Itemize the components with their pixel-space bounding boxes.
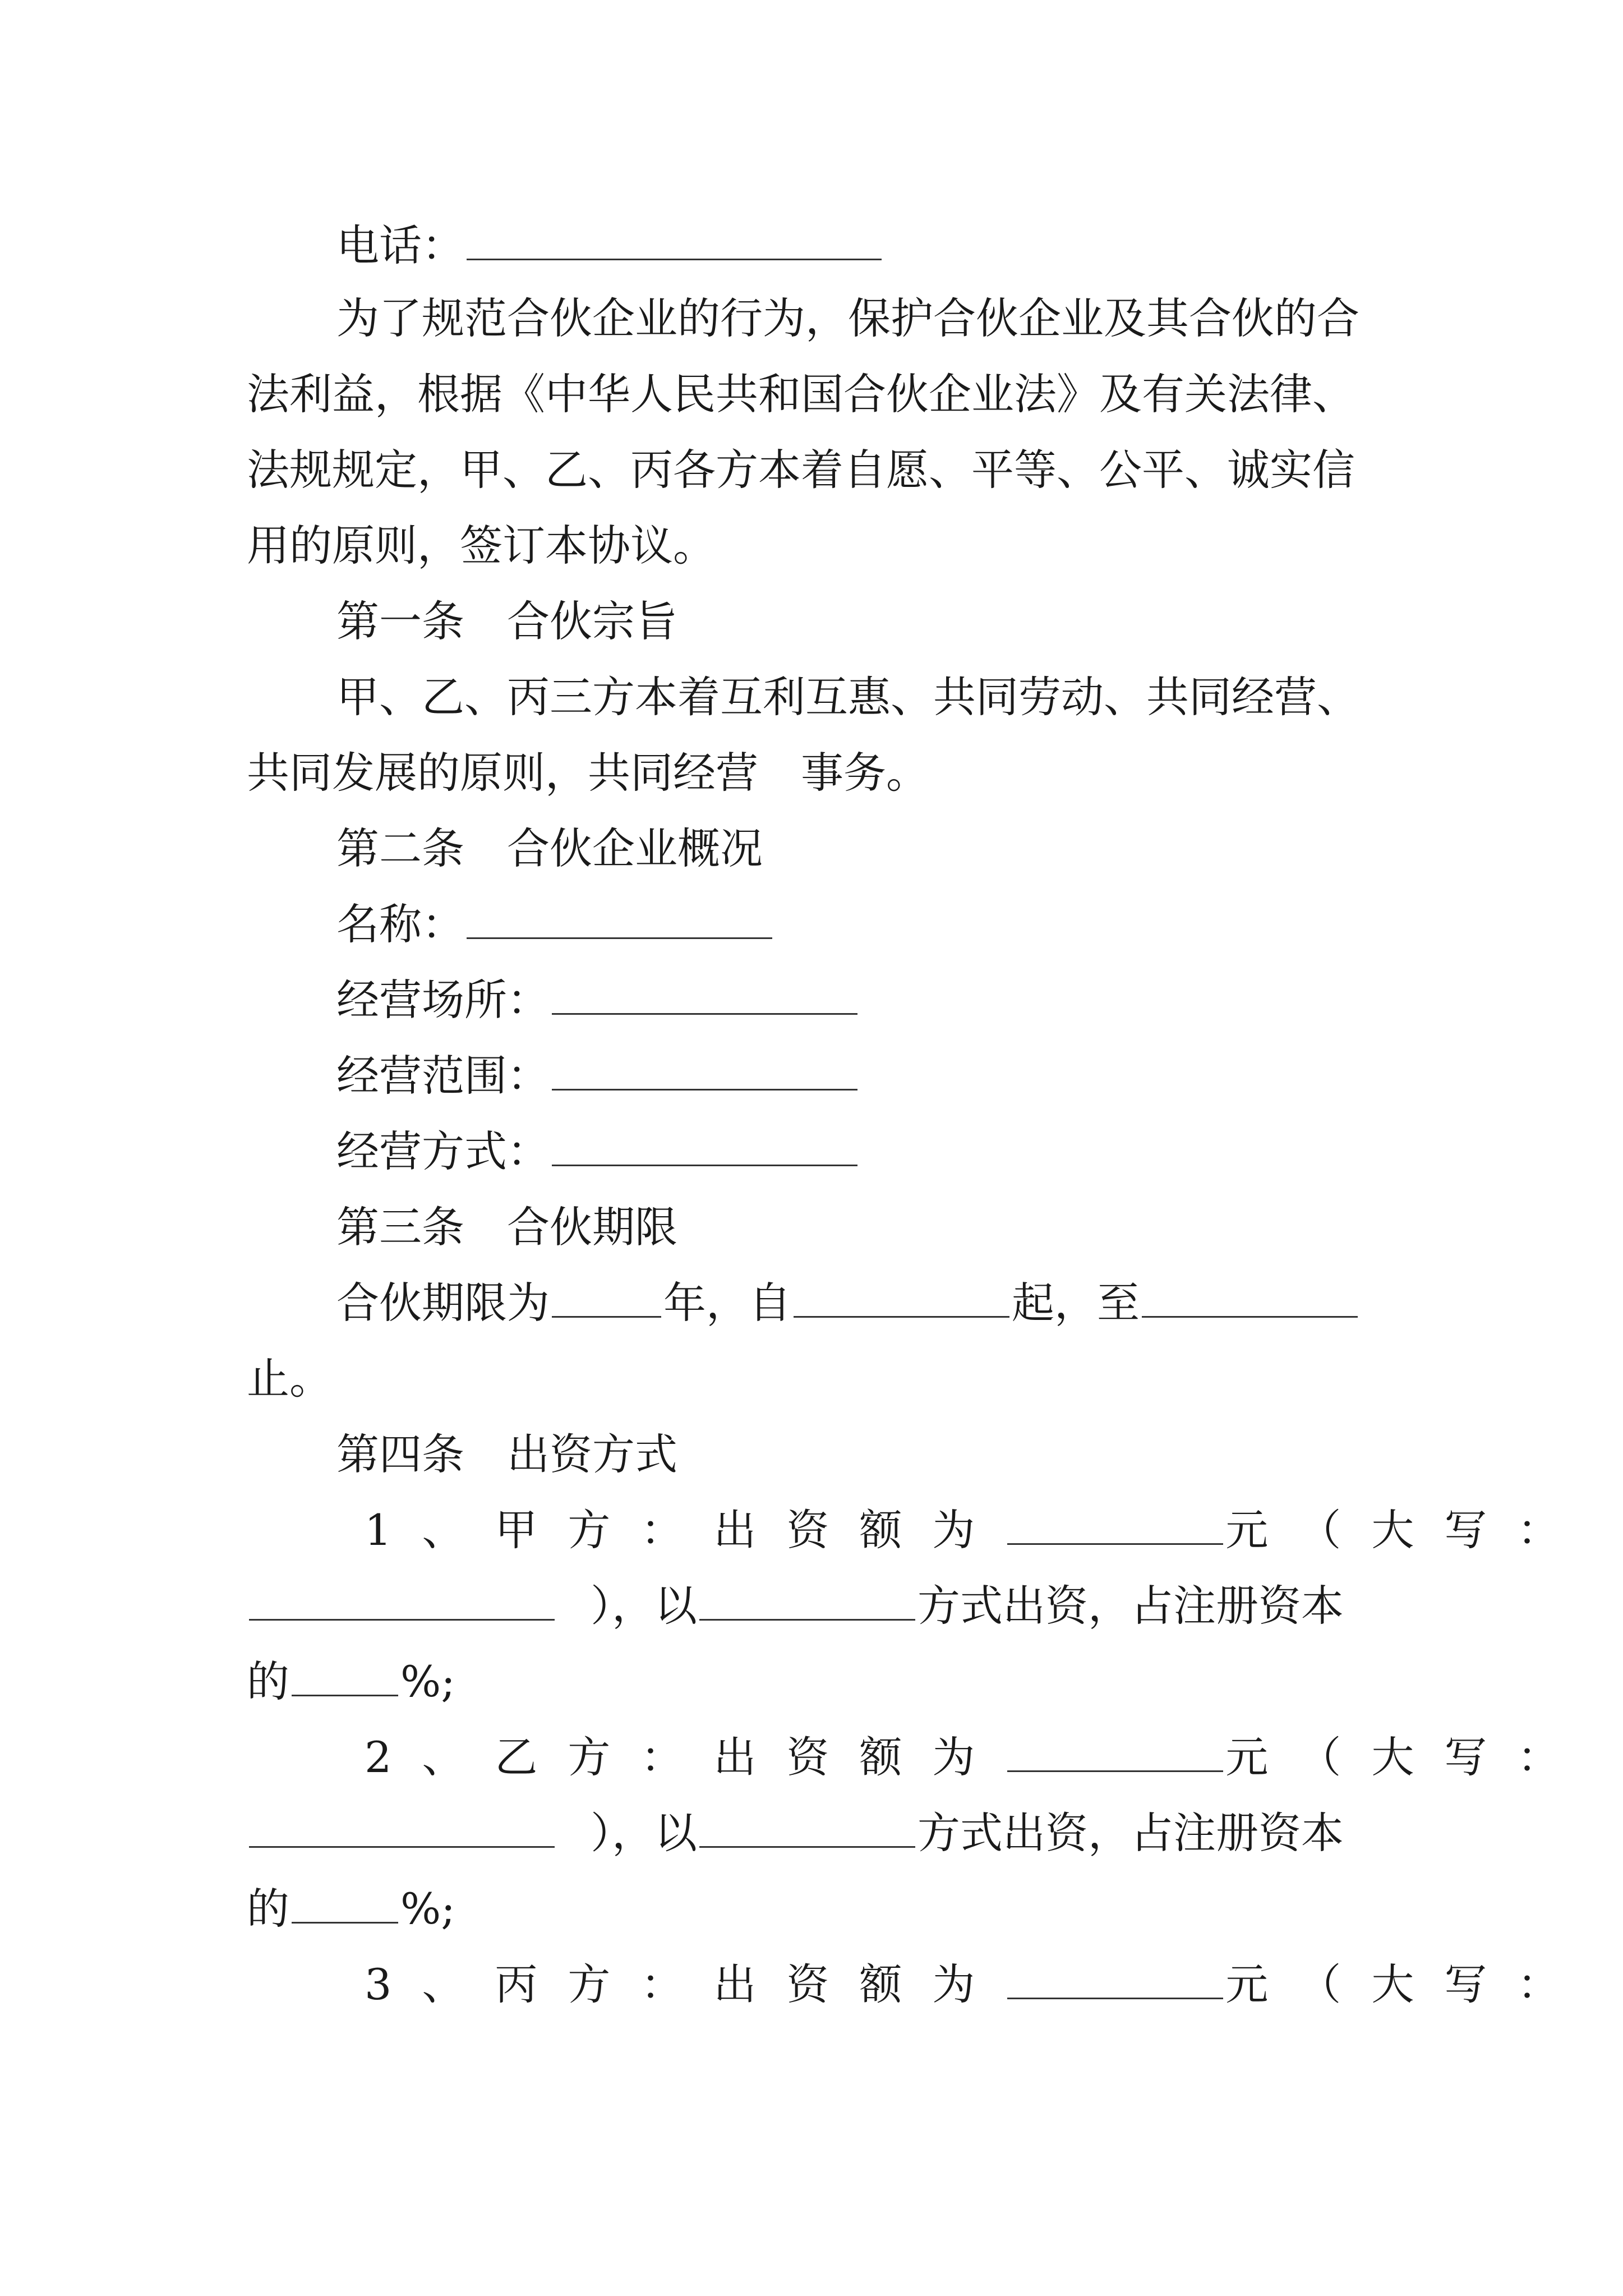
phone-label: 电话： [336, 220, 464, 270]
party-a-amount-blank [1007, 1539, 1223, 1545]
article-4-title: 第四条 出资方式 [336, 1429, 677, 1479]
party-a-method-line [247, 1581, 1344, 1631]
article-1-text-2: 共同发展的原则，共同经营 事务。 [247, 748, 929, 798]
party-b-upper-label: 元（大写： [1225, 1732, 1590, 1782]
party-a-upper-blank [249, 1614, 555, 1621]
party-a-label: 1、甲方：出资额为 [365, 1505, 1006, 1555]
party-c-amount-blank [1007, 1993, 1223, 1999]
party-b-of-label: 的 [247, 1884, 289, 1934]
place-blank [552, 1009, 857, 1015]
party-b-method-line [247, 1808, 1344, 1858]
name-line [336, 899, 774, 949]
party-b-pct-line [247, 1884, 455, 1934]
term-line [336, 1278, 1360, 1328]
party-a-pct-end: %; [400, 1657, 455, 1706]
party-b-amount-blank [1007, 1766, 1223, 1772]
phone-line [336, 220, 884, 270]
term-end-blank [1142, 1312, 1358, 1318]
party-a-pct-blank [292, 1690, 398, 1696]
article-1-text-1: 甲、乙、丙三方本着互利互惠、共同劳动、共同经营、 [336, 672, 1359, 722]
phone-blank [467, 254, 882, 260]
party-a-method-blank [699, 1614, 915, 1621]
party-a-pct-line [247, 1657, 455, 1706]
term-label-a: 合伙期限为 [336, 1278, 550, 1328]
party-a-line [365, 1505, 1590, 1555]
intro-line-1: 为了规范合伙企业的行为，保护合伙企业及其合伙的合 [336, 293, 1359, 343]
term-label-c: 起，至 [1012, 1278, 1140, 1328]
mode-line [336, 1126, 860, 1176]
party-b-share-label: 方式出资，占注册资本 [917, 1808, 1344, 1858]
intro-line-3: 法规规定，甲、乙、丙各方本着自愿、平等、公平、诚实信 [247, 445, 1355, 495]
party-c-upper-label: 元（大写： [1225, 1959, 1590, 2009]
article-2-title: 第二条 合伙企业概况 [336, 823, 763, 873]
party-b-line [365, 1732, 1590, 1782]
party-a-by-label: ），以 [591, 1581, 697, 1631]
party-c-label: 3、丙方：出资额为 [365, 1959, 1006, 2009]
term-end-text: 止。 [247, 1354, 332, 1404]
place-line [336, 975, 860, 1025]
scope-line [336, 1051, 860, 1101]
name-blank [467, 933, 772, 939]
party-b-label: 2、乙方：出资额为 [365, 1732, 1006, 1782]
party-c-line [365, 1959, 1590, 2009]
party-a-of-label: 的 [247, 1657, 289, 1706]
article-3-title: 第三条 合伙期限 [336, 1202, 677, 1252]
mode-label: 经营方式： [336, 1126, 550, 1176]
scope-blank [552, 1084, 857, 1091]
intro-line-4: 用的原则，签订本协议。 [247, 521, 716, 570]
term-label-b: 年，自 [663, 1278, 791, 1328]
party-b-pct-end: %; [400, 1884, 455, 1934]
term-start-blank [794, 1312, 1009, 1318]
mode-blank [552, 1160, 857, 1166]
name-label: 名称： [336, 899, 464, 949]
party-b-by-label: ），以 [591, 1808, 697, 1858]
party-b-upper-blank [249, 1842, 555, 1848]
intro-line-2: 法利益，根据《中华人民共和国合伙企业法》及有关法律、 [247, 369, 1355, 419]
term-years-blank [552, 1312, 661, 1318]
party-b-method-blank [699, 1842, 915, 1848]
article-1-title: 第一条 合伙宗旨 [336, 596, 677, 646]
scope-label: 经营范围： [336, 1051, 550, 1101]
party-a-upper-label: 元（大写： [1225, 1505, 1590, 1555]
party-a-share-label: 方式出资，占注册资本 [917, 1581, 1344, 1631]
place-label: 经营场所： [336, 975, 550, 1025]
party-b-pct-blank [292, 1917, 398, 1924]
